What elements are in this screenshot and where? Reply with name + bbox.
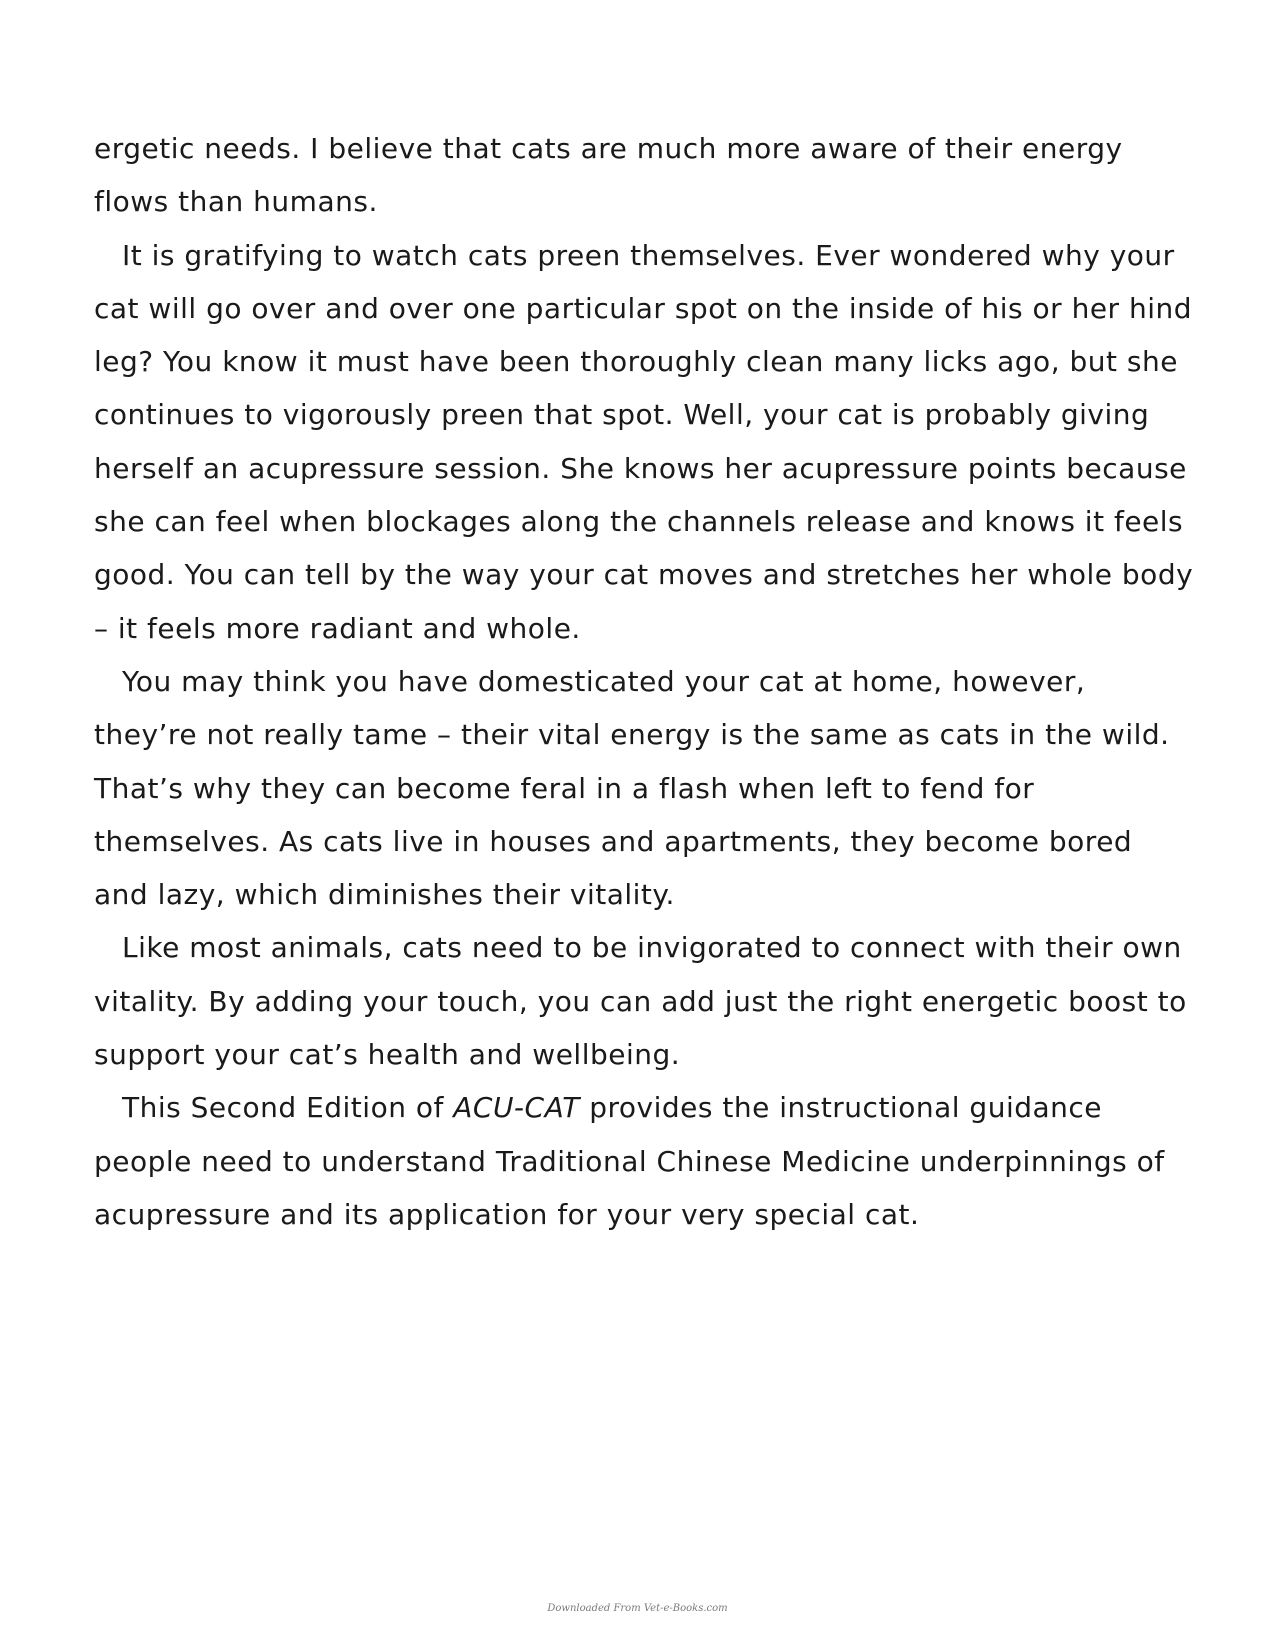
paragraph-1: ergetic needs. I believe that cats are much more aware of their energy flows than humans. <box>94 132 1123 219</box>
paragraph-5-after: provides the instructional guidance people need to understand Traditional Chinese Medicine underpinnings of acupressure and its application for your very special cat. <box>94 1091 1165 1231</box>
paragraph-5-before: This Second Edition of <box>122 1091 454 1125</box>
paragraph-3: You may think you have domesticated your cat at home, however, they’re not really tame – their vital energy is the same as cats in the wild. That’s why they can become feral in a flash when left to fend for themselves. As cats live in houses and apartments, they become bored and lazy, which diminishes their vitality. <box>94 664 1170 912</box>
download-watermark: Downloaded From Vet-e-Books.com <box>547 1603 728 1614</box>
paragraph-4: Like most animals, cats need to be invigorated to connect with their own vitality. By adding your touch, you can add just the right energetic boost to support your cat’s health and wellbeing. <box>94 931 1187 1072</box>
paragraph-5 <box>94 1081 1194 1241</box>
paragraph-2: It is gratifying to watch cats preen themselves. Ever wondered why your cat will go over and over one particular spot on the inside of his or her hind leg? You know it must have been thoroughly clean many licks ago, but she continues to vigorously preen that spot. Well, your cat is probably giving herself an acupressure session. She knows her acupressure points because she can feel when blockages along the channels release and knows it feels good. You can tell by the way your cat moves and stretches her whole body – it feels more radiant and whole. <box>94 238 1194 645</box>
body-text <box>94 122 1194 1241</box>
book-title: ACU-CAT <box>453 1091 580 1125</box>
